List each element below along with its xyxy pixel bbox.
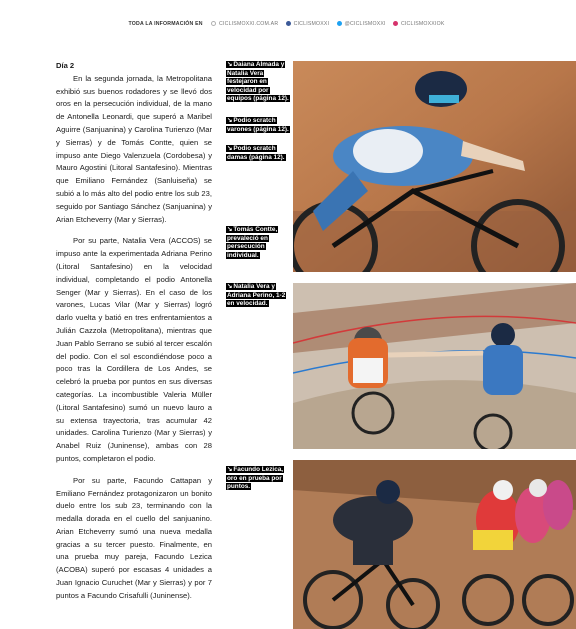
caption-text: Tomás Contte, prevaleció en persecución individual. xyxy=(227,226,278,259)
caption-text: Natalia Vera y Adriana Perino, 1-2 en velocidad. xyxy=(227,283,286,308)
photo-caption xyxy=(226,226,290,260)
header-strip xyxy=(0,21,576,27)
arrow-icon: ↘ xyxy=(227,466,233,473)
photo-rider-pursuit xyxy=(293,61,576,272)
caption-text: Podio scratch damas (página 12). xyxy=(227,145,285,161)
article-paragraph: Por su parte, Natalia Vera (ACCOS) se impuso ante la experimentada Adriana Perino (Litoral Santafesino) en la velocidad individual, completando el podio Antonella Senger (Mar y Sierras). En el caso de los varones, Lucas Vilar (Mar y Sierras) logró darlo vuelta y batió en tres enfrentamientos a Julián Cazzola (Metropolitana), mientras que Juan Pablo Serrano se subió al tercer escalón del podio. Con el sol escondiéndose poco a poco tras la Cordillera de Los Andes, se celebró la prueba por puntos en sus diversas categorías. La incombustible Valeria Müller (Litoral Santafesino) sumó un nuevo lauro a su extensa trayectoria, tras acumular 42 unidades. Carolina Turienzo (Mar y Sierras) y Anabel Ruiz (Juninense), ambas con 28 puntos, completaron el podio. xyxy=(56,236,212,463)
twitter-icon xyxy=(337,21,342,26)
instagram-text: CICLISMOXXIOK xyxy=(400,21,445,27)
caption-text: Facundo Lezica, oro en prueba por puntos. xyxy=(227,466,284,491)
caption-text: Daiana Almada y Natalia Vera festejaron en velocidad por equipos (página 12). xyxy=(227,61,289,103)
article-paragraph: En la segunda jornada, la Metropolitana exhibió sus buenos rodadores y se llevó dos oros en la persecución individual, de la mano de Antonella Leonardi, que superó a Maribel Aguirre (Sanjuanina) y Carolina Turienzo (Mar y Sierras) y de Tomás Contte, quien se impuso ante Diego Valenzuela (Cordobesa) y Mauro Agostini (Litoral Santafesino). Mientras que Emiliano Fernández (Sanluiseña) se subió a lo más alto del podio entre los sub 23, seguido por Santiago Sánchez (Sanjuanina) y Arian Etcheverry (Mar y Sierras). xyxy=(56,73,212,224)
website-link[interactable] xyxy=(211,21,278,27)
arrow-icon: ↘ xyxy=(227,117,233,124)
arrow-icon: ↘ xyxy=(227,283,233,290)
photo-caption xyxy=(226,283,290,309)
header-lead: TODA LA INFORMACIÓN EN xyxy=(128,21,203,27)
photo-caption xyxy=(226,117,290,134)
article-body xyxy=(56,60,212,603)
facebook-link[interactable] xyxy=(286,21,329,27)
article-paragraph: Por su parte, Facundo Cattapan y Emiliano Fernández protagonizaron un bonito duelo entre los sub 23, terminando con la medalla dorada en el cuello del sanjuanino. Arian Etcheverry sumó una nueva medalla gracias a su tercer puesto. Finalmente, en una prueba muy pareja, Facundo Lezica (ACOBA) superó por escasas 4 unidades a Juan Ignacio Curuchet (Mar y Sierras) y por 7 puntos a Facundo Crisafulli (Juninense). xyxy=(56,475,212,600)
facebook-icon xyxy=(286,21,291,26)
arrow-icon: ↘ xyxy=(227,61,233,68)
instagram-link[interactable] xyxy=(393,21,444,27)
photo-caption xyxy=(226,466,288,492)
photo-caption xyxy=(226,61,290,104)
facebook-text: CICLISMOXXI xyxy=(293,21,330,27)
twitter-link[interactable] xyxy=(337,21,386,27)
photo-points-race xyxy=(293,460,576,629)
arrow-icon: ↘ xyxy=(227,145,233,152)
photo-sprint-riders xyxy=(293,283,576,449)
instagram-icon xyxy=(393,21,398,26)
arrow-icon: ↘ xyxy=(227,226,233,233)
caption-text: Podio scratch varones (página 12). xyxy=(227,117,289,133)
photo-caption xyxy=(226,145,286,162)
website-text: CICLISMOXXI.COM.AR xyxy=(219,21,279,27)
article-heading: Día 2 xyxy=(56,61,75,70)
twitter-text: @CICLISMOXXI xyxy=(344,21,386,27)
globe-icon xyxy=(211,21,216,26)
